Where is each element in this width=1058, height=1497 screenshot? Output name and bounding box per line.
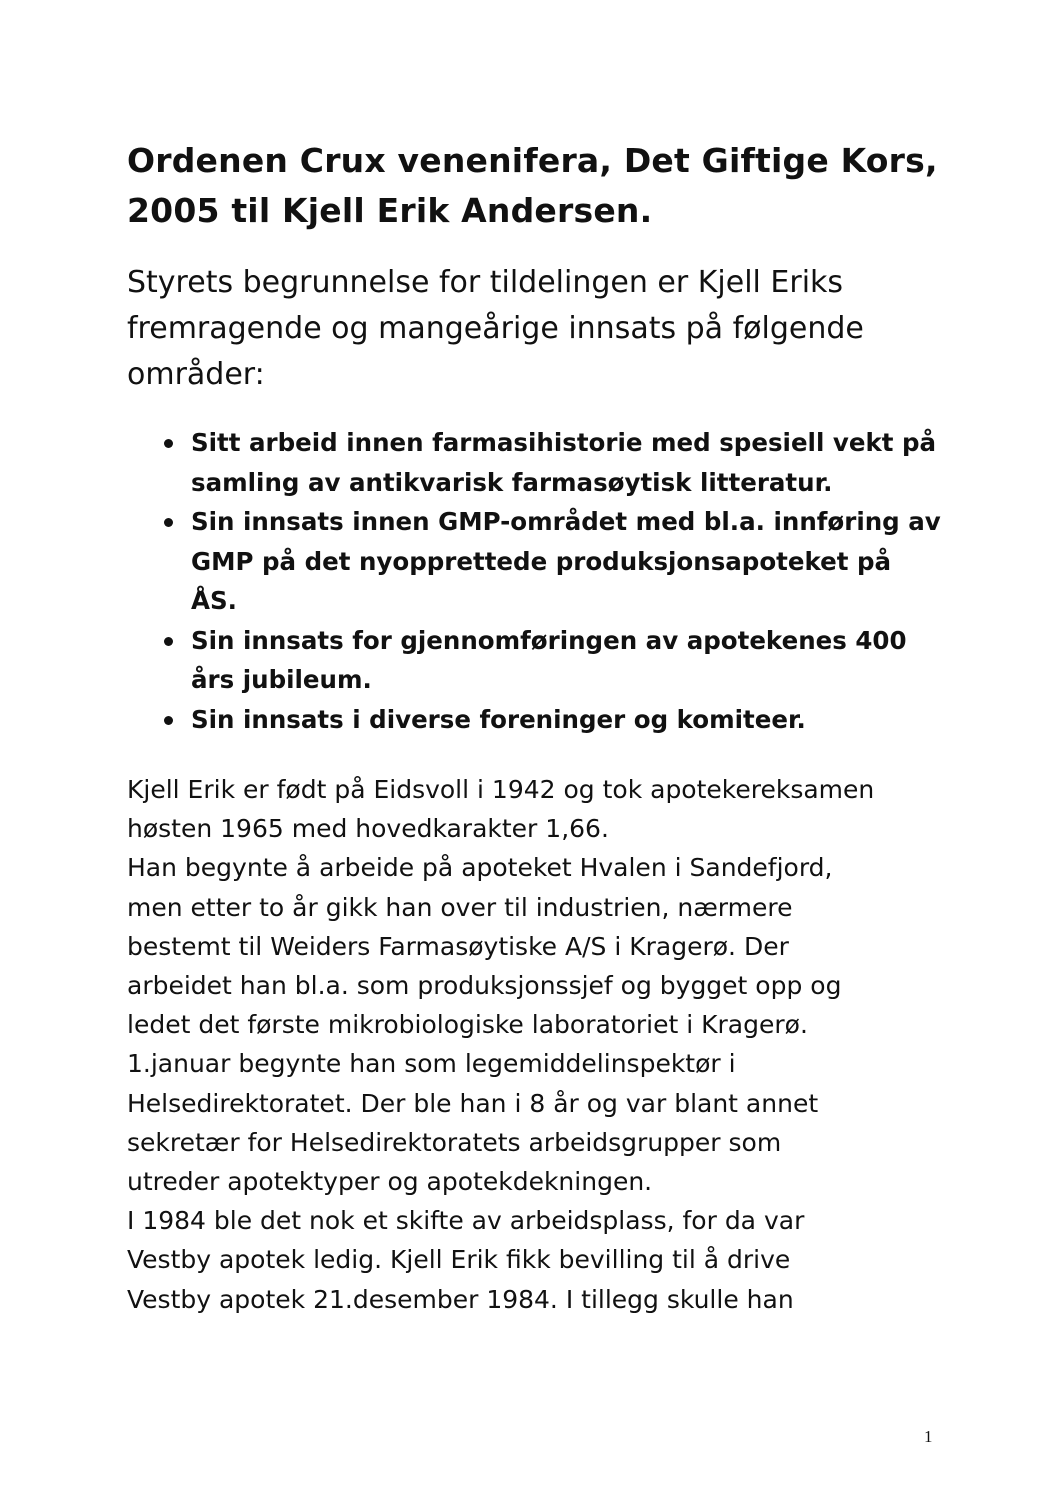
body-line: Han begynte å arbeide på apoteket Hvalen i Sandefjord, [127, 853, 833, 883]
list-item-line: Sin innsats innen GMP-området med bl.a. innføring av [191, 507, 941, 536]
list-item [158, 423, 1018, 502]
body-line: ledet det første mikrobiologiske laboratoriet i Kragerø. [127, 1010, 808, 1040]
biography-text [127, 770, 1007, 1319]
intro-line: Styrets begrunnelse for tildelingen er Kjell Eriks [127, 265, 844, 300]
list-item-line: ÅS. [191, 586, 237, 615]
page-number: 1 [924, 1427, 933, 1446]
list-item-line: GMP på det nyopprettede produksjonsapoteket på [191, 546, 892, 576]
body-line: bestemt til Weiders Farmasøytiske A/S i Kragerø. Der [127, 931, 789, 961]
list-item-line: Sin innsats for gjennomføringen av apotekenes 400 [191, 625, 907, 655]
body-line: I 1984 ble det nok et skifte av arbeidsplass, for da var [127, 1206, 805, 1236]
list-item [158, 502, 1018, 621]
document-title [127, 136, 1007, 236]
title-line: Ordenen Crux venenifera, Det Giftige Kors, [127, 141, 938, 180]
list-item-line: Sin innsats i diverse foreninger og komiteer. [191, 704, 806, 734]
body-line: utreder apotektyper og apotekdekningen. [127, 1167, 653, 1197]
intro-paragraph [127, 260, 1007, 398]
list-item-line: års jubileum. [191, 665, 372, 694]
title-line: 2005 til Kjell Erik Andersen. [127, 191, 653, 230]
bullet-icon [164, 439, 173, 448]
body-line: Vestby apotek ledig. Kjell Erik fikk bevilling til å drive [127, 1245, 791, 1275]
body-line: arbeidet han bl.a. som produksjonssjef og bygget opp og [127, 971, 842, 1001]
body-line: men etter to år gikk han over til industrien, nærmere [127, 892, 793, 922]
intro-line: fremragende og mangeårige innsats på følgende [127, 311, 864, 346]
list-item-line: samling av antikvarisk farmasøytisk litteratur. [191, 467, 833, 497]
bullet-icon [164, 716, 173, 725]
list-item-line: Sitt arbeid innen farmasihistorie med spesiell vekt på [191, 428, 937, 457]
merit-list [158, 423, 1018, 739]
intro-line: områder: [127, 357, 265, 392]
list-item [158, 700, 1018, 740]
body-line: sekretær for Helsedirektoratets arbeidsgrupper som [127, 1127, 782, 1157]
body-line: høsten 1965 med hovedkarakter 1,66. [127, 814, 609, 844]
body-line: Vestby apotek 21.desember 1984. I tillegg skulle han [127, 1284, 794, 1314]
bullet-icon [164, 637, 173, 646]
bullet-icon [164, 518, 173, 527]
body-line: Kjell Erik er født på Eidsvoll i 1942 og tok apotekereksamen [127, 775, 875, 804]
body-line: Helsedirektoratet. Der ble han i 8 år og var blant annet [127, 1088, 819, 1118]
body-line: 1.januar begynte han som legemiddelinspektør i [127, 1049, 736, 1079]
list-item [158, 621, 1018, 700]
